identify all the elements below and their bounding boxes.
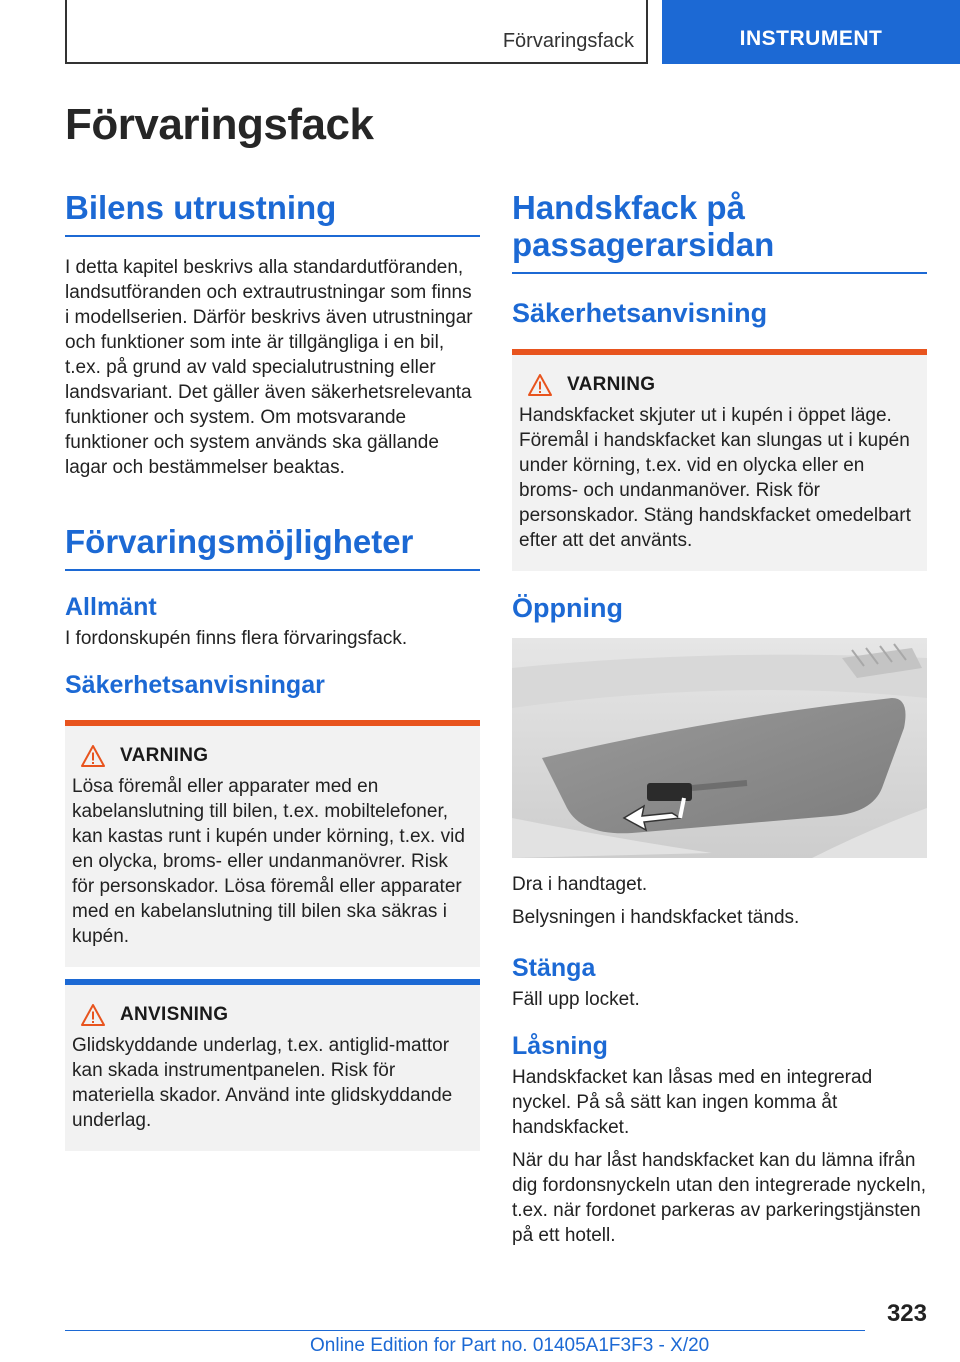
heading-glovebox: Handskfack på passagerarsidan xyxy=(512,190,927,274)
closing-paragraph: Fäll upp locket. xyxy=(512,988,640,1010)
notice-text: Glidskyddande underlag, t.ex. antiglid-mattor kan skada instrumentpanelen. Risk för materiella skador. Använd inte glidskyddande underlag. xyxy=(72,1034,453,1131)
notice-box xyxy=(65,979,480,1151)
header-chapter-tab[interactable]: INSTRUMENT xyxy=(662,0,960,64)
header-section-box xyxy=(65,0,648,64)
opening-step-2: Belysningen i handskfacket tänds. xyxy=(512,906,800,928)
heading-equipment: Bilens utrustning xyxy=(65,190,480,237)
heading-general: Allmänt xyxy=(65,592,157,621)
glovebox-warning-keyword: VARNING xyxy=(567,373,656,395)
warning-triangle-icon xyxy=(527,373,553,397)
glovebox-warning-box xyxy=(512,349,927,571)
heading-safety-instruction: Säkerhetsanvisning xyxy=(512,297,768,328)
footer-edition-link[interactable]: Online Edition for Part no. 01405A1F3F3 - X/20 xyxy=(310,1335,710,1356)
warning-text: Lösa föremål eller apparater med en kabelanslutning till bilen, t.ex. mobiltelefoner, kan kastas runt i kupén under körning, t.ex. vid en olycka, broms- eller undanmanövrer. Risk för personskador. Lösa föremål eller apparater med en kabelanslutning till bilen ska säkras i kupén. xyxy=(72,775,465,947)
heading-locking: Låsning xyxy=(512,1031,608,1060)
opening-step-1: Dra i handtaget. xyxy=(512,873,648,895)
heading-closing: Stänga xyxy=(512,953,596,982)
right-column xyxy=(512,190,927,1248)
equipment-paragraph: I detta kapitel beskrivs alla standardutföranden, landsutföranden och extrautrustningar som finns i modellserien. Därför beskrivs även utrustningar och funktioner som inte är tillgängliga i en bil, t.ex. på grund av vald specialutrustning eller landsvariant. Det gäller även säkerhetsrelevanta funktioner och system. Om motsvarande funktioner och system används ska gällande lagar och bestämmelser beaktas. xyxy=(65,256,473,478)
heading-opening: Öppning xyxy=(512,592,623,623)
heading-storage-options: Förvaringsmöjligheter xyxy=(65,524,480,571)
warning-box xyxy=(65,720,480,967)
footer-divider xyxy=(65,1330,865,1331)
warning-keyword: VARNING xyxy=(120,744,209,766)
notice-keyword: ANVISNING xyxy=(120,1003,229,1025)
glovebox-warning-text: Handskfacket skjuter ut i kupén i öppet läge. Föremål i handskfacket kan slungas ut i kupén under körning, t.ex. vid en olycka eller en broms- och undanmanöver. Risk för personskador. Stäng handskfacket omedelbart efter att det använts. xyxy=(519,404,911,551)
general-paragraph: I fordonskupén finns flera förvaringsfack. xyxy=(65,627,408,649)
locking-paragraph-2: När du har låst handskfacket kan du lämna ifrån dig fordonsnyckeln utan den integrerade nyckeln, t.ex. när fordonet parkeras av parkeringstjänsten på ett hotell. xyxy=(512,1149,927,1246)
header-section-title: Förvaringsfack xyxy=(502,30,634,52)
page-title: Förvaringsfack xyxy=(65,100,374,149)
heading-safety-instructions: Säkerhetsanvisningar xyxy=(65,670,325,699)
warning-triangle-icon xyxy=(80,744,106,768)
page-number: 323 xyxy=(886,1300,927,1327)
left-column xyxy=(65,190,480,1151)
glovebox-handle-illustration xyxy=(512,638,927,858)
notice-triangle-icon xyxy=(80,1003,106,1027)
locking-paragraph-1: Handskfacket kan låsas med en integrerad nyckel. På så sätt kan ingen komma åt handskfacket. xyxy=(512,1066,873,1138)
